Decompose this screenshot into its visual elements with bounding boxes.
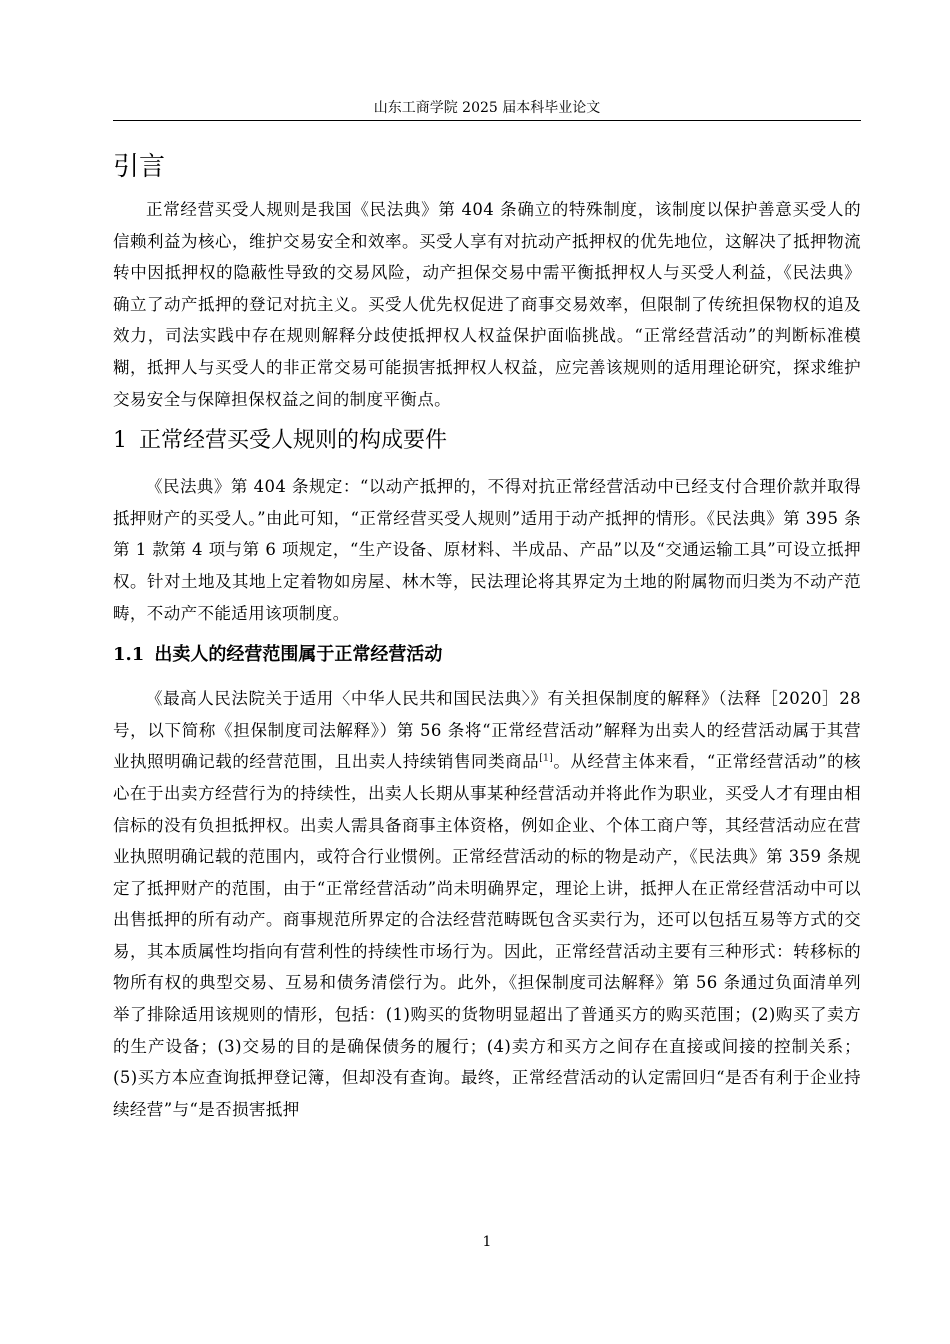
section-1-number: 1 <box>113 428 127 454</box>
section-1-1-paragraph <box>113 683 861 1125</box>
section-1-1-text-part2: 。从经营主体来看，“正常经营活动”的核心在于出卖方经营行为的持续性，出卖人长期从事某种经营活动并将此作为职业，买受人才有理由相信标的没有负担抵押权。出卖人需具备商事主体资格，例如企业、个体工商户等，其经营活动应在营业执照明确记载的范围内，或符合行业惯例。正常经营活动的标的物是动产，《民法典》第 359 条规定了抵押财产的范围，由于“正常经营活动”尚未明确界定，理论上讲，抵押人在正常经营活动中可以出售抵押的所有动产。商事规范所界定的合法经营范畴既包含买卖行为，还可以包括互易等方式的交易，其本质属性均指向有营利性的持续性市场行为。因此，正常经营活动主要有三种形式：转移标的物所有权的典型交易、互易和债务清偿行为。此外，《担保制度司法解释》第 56 条通过负面清单列举了排除适用该规则的情形，包括：(1)购买的货物明显超出了普通买方的购买范围；(2)购买了卖方的生产设备；(3)交易的目的是确保债务的履行；(4)卖方和买方之间存在直接或间接的控制关系；(5)买方本应查询抵押登记簿，但却没有查询。最终，正常经营活动的认定需回归“是否有利于企业持续经营”与“是否损害抵押 <box>113 752 861 1119</box>
section-1-heading <box>113 421 861 461</box>
section-1-title: 正常经营买受人规则的构成要件 <box>139 428 448 454</box>
section-1-1-title: 出卖人的经营范围属于正常经营活动 <box>154 644 443 666</box>
intro-heading: 引言 <box>113 152 166 182</box>
page-number: 1 <box>482 1234 492 1250</box>
section-1-1-heading <box>113 637 861 673</box>
page-body <box>113 146 861 1125</box>
section-1-1-number: 1.1 <box>113 644 145 666</box>
header-rule <box>113 120 861 121</box>
citation-reference[interactable]: [1] <box>539 753 554 764</box>
intro-paragraph: 正常经营买受人规则是我国《民法典》第 404 条确立的特殊制度，该制度以保护善意买受人的信赖利益为核心，维护交易安全和效率。买受人享有对抗动产抵押权的优先地位，这解决了抵押物流转中因抵押权的隐蔽性导致的交易风险，动产担保交易中需平衡抵押权人与买受人利益，《民法典》确立了动产抵押的登记对抗主义。买受人优先权促进了商事交易效率，但限制了传统担保物权的追及效力，司法实践中存在规则解释分歧使抵押权人权益保护面临挑战。“正常经营活动”的判断标准模糊，抵押人与买受人的非正常交易可能损害抵押权人权益，应完善该规则的适用理论研究，探求维护交易安全与保障担保权益之间的制度平衡点。 <box>113 200 861 409</box>
section-1-1-text-part1: 《最高人民法院关于适用〈中华人民共和国民法典〉》有关担保制度的解释》（法释［2020］28 号，以下简称《担保制度司法解释》）第 56 条将“正常经营活动”解释为出卖人的经营活动属于其营业执照明确记载的经营范围，且出卖人持续销售同类商品 <box>113 689 861 772</box>
section-1-paragraph: 《民法典》第 404 条规定：“以动产抵押的，不得对抗正常经营活动中已经支付合理价款并取得抵押财产的买受人。”由此可知，“正常经营买受人规则”适用于动产抵押的情形。《民法典》第 395 条第 1 款第 4 项与第 6 项规定，“生产设备、原材料、半成品、产品”以及“交通运输工具”可设立抵押权。针对土地及其地上定着物如房屋、林木等，民法理论将其界定为土地的附属物而归类为不动产范畴，不动产不能适用该项制度。 <box>113 477 861 623</box>
running-header: 山东工商学院 2025 届本科毕业论文 <box>373 100 601 116</box>
